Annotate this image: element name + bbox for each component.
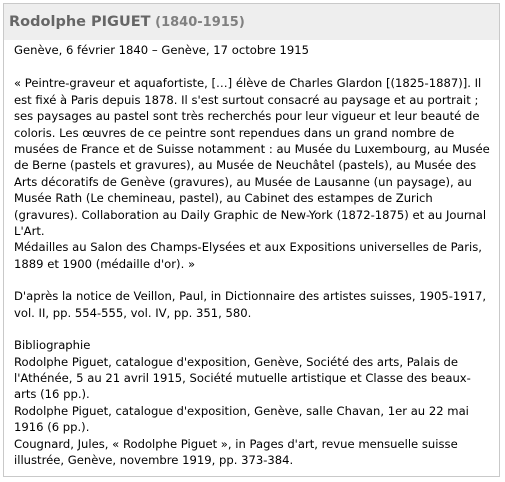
source-line: D'après la notice de Veillon, Paul, in Dictionnaire des artistes suisses, 1905-1917,	[14, 289, 487, 304]
artist-notice-panel	[3, 3, 500, 477]
bibliography-line: Rodolphe Piguet, catalogue d'exposition, Genève, Société des arts, Palais de	[14, 354, 459, 369]
quote-line: coloris. Les œuvres de ce peintre sont rependues dans un grand nombre de	[14, 125, 455, 140]
quote-line: est fixé à Paris depuis 1878. Il s'est surtout consacré au paysage et au portrait ;	[14, 92, 479, 107]
quote-line: Médailles au Salon des Champs-Elysées et aux Expositions universelles de Paris,	[14, 240, 482, 255]
quote-block	[14, 75, 492, 272]
bibliography-line: Rodolphe Piguet, catalogue d'exposition, Genève, salle Chavan, 1er au 22 mai	[14, 403, 469, 418]
quote-line: (gravures). Collaboration au Daily Graphic de New-York (1872-1875) et au Journal	[14, 207, 487, 222]
quote-line: musées de France et de Suisse notamment : au Musée du Luxembourg, au Musée	[14, 142, 490, 157]
source-line: vol. II, pp. 554-555, vol. IV, pp. 351, 580.	[14, 305, 252, 320]
title-bar	[4, 4, 499, 40]
notice-content	[14, 42, 492, 468]
bibliography-line: l'Athénée, 5 au 21 avril 1915, Société mutuelle artistique et Classe des beaux-	[14, 370, 471, 385]
bibliography-heading: Bibliographie	[14, 338, 91, 353]
bibliography	[14, 337, 492, 468]
page-title	[9, 13, 245, 32]
quote-line: L'Art.	[14, 224, 45, 239]
bibliography-line: 1916 (6 pp.).	[14, 420, 90, 435]
quote-line: ses paysages au pastel sont très recherchés pour leur vigueur et leur beauté de	[14, 109, 480, 124]
artist-dates: (1840-1915)	[155, 15, 245, 30]
source-note	[14, 288, 492, 321]
quote-line: de Berne (pastels et gravures), au Musée de Neuchâtel (pastels), au Musée des	[14, 158, 477, 173]
quote-line: Arts décoratifs de Genève (gravures), au Musée de Lausanne (un paysage), au	[14, 174, 472, 189]
bibliography-line: arts (16 pp.).	[14, 387, 90, 402]
artist-name: Rodolphe PIGUET	[9, 14, 151, 30]
life-dates: Genève, 6 février 1840 – Genève, 17 octobre 1915	[14, 43, 310, 57]
quote-line: « Peintre-graveur et aquafortiste, […] élève de Charles Glardon [(1825-1887)]. Il	[14, 76, 482, 91]
bibliography-line: Cougnard, Jules, « Rodolphe Piguet », in Pages d'art, revue mensuelle suisse	[14, 436, 458, 451]
quote-line: Musée Rath (Le chemineau, pastel), au Cabinet des estampes de Zurich	[14, 191, 433, 206]
bibliography-line: illustrée, Genève, novembre 1919, pp. 373-384.	[14, 452, 294, 467]
quote-line: 1889 et 1900 (médaille d'or). »	[14, 256, 196, 271]
